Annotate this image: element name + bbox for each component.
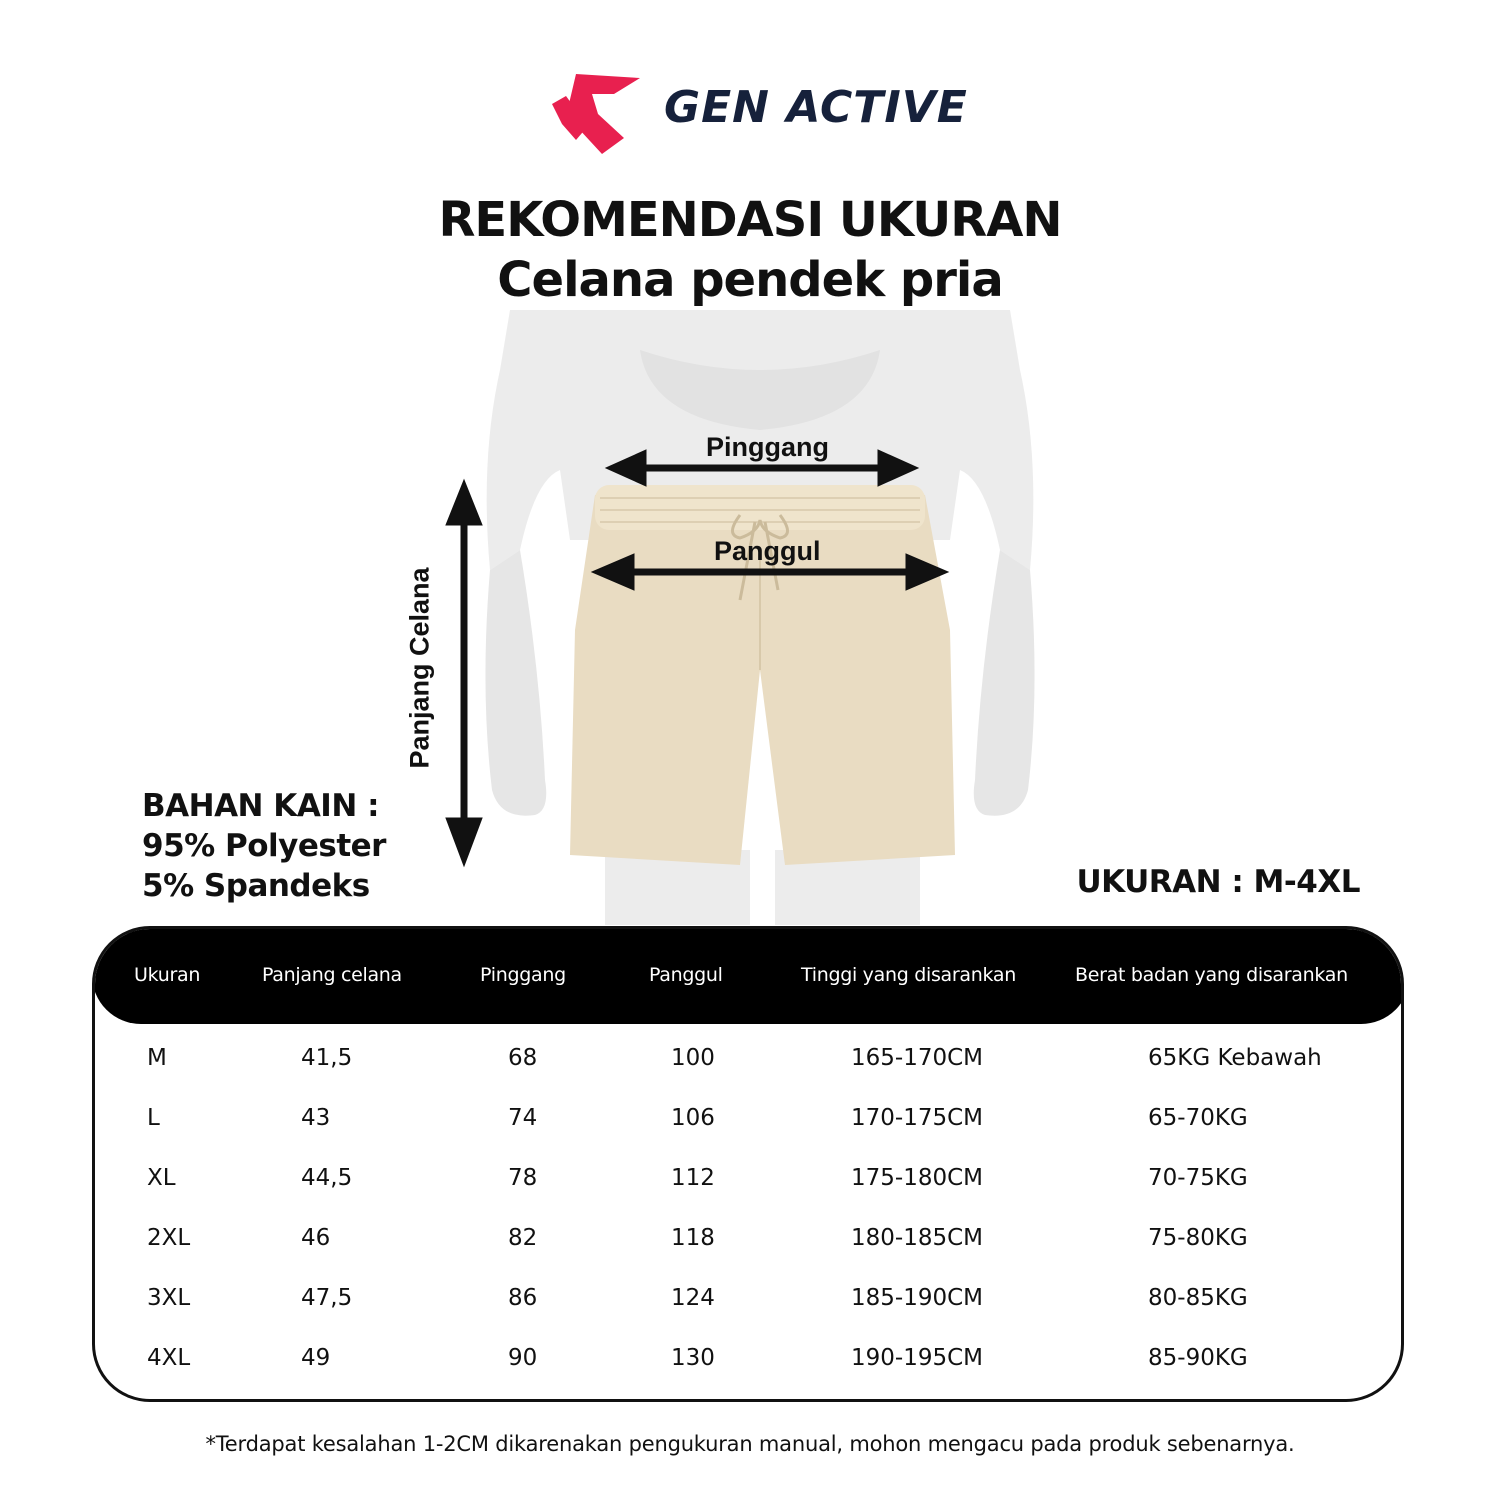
cell-size: M	[147, 1045, 167, 1071]
page-subtitle: Celana pendek pria	[497, 252, 1003, 308]
header-waist: Pinggang	[480, 964, 566, 986]
table-row	[95, 1165, 1404, 1225]
header-height: Tinggi yang disarankan	[801, 964, 1016, 986]
fabric-line: 95% Polyester	[142, 828, 386, 864]
cell-weight: 85-90KG	[1148, 1345, 1248, 1371]
table-row	[95, 1105, 1404, 1165]
brand-logo	[548, 68, 968, 158]
footnote: *Terdapat kesalahan 1-2CM dikarenakan pengukuran manual, mohon mengacu pada produk sebenarnya.	[205, 1432, 1295, 1456]
mannequin-left-arm	[485, 550, 546, 816]
cell-height: 175-180CM	[851, 1165, 984, 1191]
cell-weight: 80-85KG	[1148, 1285, 1248, 1311]
brand-name: GEN ACTIVE	[664, 82, 968, 133]
table-row	[95, 1345, 1404, 1402]
header-size: Ukuran	[134, 964, 201, 986]
cell-length: 41,5	[301, 1045, 353, 1071]
cell-waist: 86	[508, 1285, 538, 1311]
page-title: REKOMENDASI UKURAN	[438, 192, 1062, 248]
cell-waist: 74	[508, 1105, 538, 1131]
cell-hip: 112	[671, 1165, 715, 1191]
cell-size: 3XL	[147, 1285, 191, 1311]
cell-weight: 65-70KG	[1148, 1105, 1248, 1131]
cell-waist: 68	[508, 1045, 538, 1071]
cell-weight: 65KG Kebawah	[1148, 1045, 1322, 1071]
cell-length: 49	[301, 1345, 331, 1371]
cell-length: 43	[301, 1105, 331, 1131]
table-row	[95, 1285, 1404, 1345]
cell-length: 47,5	[301, 1285, 353, 1311]
table-row	[95, 1225, 1404, 1285]
header-weight: Berat badan yang disarankan	[1075, 964, 1348, 986]
cell-weight: 70-75KG	[1148, 1165, 1248, 1191]
table-header	[92, 926, 1404, 1024]
fabric-info	[142, 786, 386, 906]
cell-size: XL	[147, 1165, 176, 1191]
cell-hip: 118	[671, 1225, 715, 1251]
cell-weight: 75-80KG	[1148, 1225, 1248, 1251]
cell-height: 165-170CM	[851, 1045, 984, 1071]
cell-length: 46	[301, 1225, 331, 1251]
fabric-heading: BAHAN KAIN :	[142, 788, 379, 824]
length-label: Panjang Celana	[404, 567, 435, 769]
cell-size: 4XL	[147, 1345, 191, 1371]
cell-hip: 124	[671, 1285, 715, 1311]
cell-hip: 100	[671, 1045, 715, 1071]
table-row	[95, 1045, 1404, 1105]
header-hip: Panggul	[649, 964, 723, 986]
size-range: UKURAN : M-4XL	[1076, 864, 1360, 900]
mannequin-illustration	[440, 310, 1080, 925]
length-arrow	[446, 480, 482, 866]
cell-waist: 78	[508, 1165, 538, 1191]
cell-height: 190-195CM	[851, 1345, 984, 1371]
brand-mark-icon	[548, 68, 658, 158]
cell-waist: 90	[508, 1345, 538, 1371]
cell-size: L	[147, 1105, 160, 1131]
header-length: Panjang celana	[262, 964, 402, 986]
size-table	[92, 926, 1404, 1402]
cell-size: 2XL	[147, 1225, 191, 1251]
mannequin-right-arm	[974, 550, 1035, 816]
cell-hip: 130	[671, 1345, 715, 1371]
waist-label: Pinggang	[706, 432, 829, 462]
cell-length: 44,5	[301, 1165, 353, 1191]
hip-label: Panggul	[714, 536, 821, 566]
fabric-line: 5% Spandeks	[142, 868, 370, 904]
cell-height: 180-185CM	[851, 1225, 984, 1251]
cell-hip: 106	[671, 1105, 715, 1131]
cell-height: 170-175CM	[851, 1105, 984, 1131]
cell-waist: 82	[508, 1225, 538, 1251]
cell-height: 185-190CM	[851, 1285, 984, 1311]
